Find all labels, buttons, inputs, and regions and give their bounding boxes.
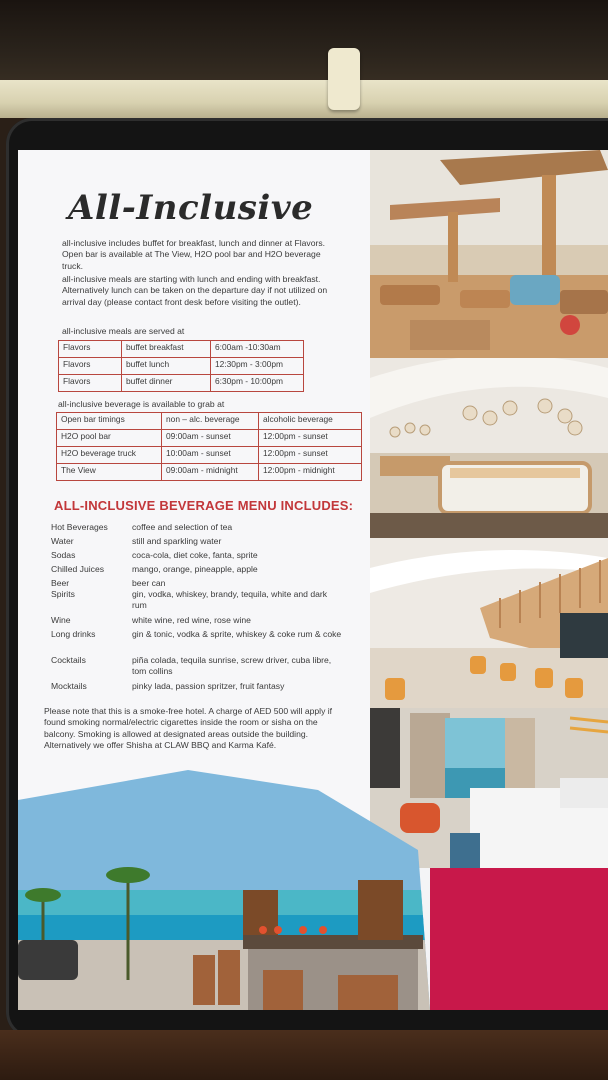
bar-header-venue: Open bar timings — [57, 413, 162, 430]
list-item — [51, 536, 351, 548]
page-title: All-Inclusive — [68, 188, 314, 228]
menu-items: beer can — [132, 578, 166, 588]
brand-color-block — [430, 868, 608, 1010]
bar-venue: H2O beverage truck — [57, 447, 162, 464]
meal-venue: Flavors — [59, 358, 122, 375]
table-row — [59, 341, 304, 358]
bar-alc: 12:00pm - midnight — [259, 464, 362, 481]
restaurant-photo — [370, 150, 608, 358]
meal-venue: Flavors — [59, 375, 122, 392]
menu-card — [18, 150, 370, 820]
menu-category: Long drinks — [51, 629, 96, 639]
menu-category: Beer — [51, 578, 70, 588]
list-item — [51, 550, 351, 562]
intro-paragraph-1: all-inclusive includes buffet for breakfast, lunch and dinner at Flavors. Open bar is available at The View, H2O pool bar and H2O beverage truck. — [62, 238, 326, 271]
bar-nonalc: 09:00am - midnight — [162, 464, 259, 481]
meal-name: buffet lunch — [122, 358, 211, 375]
table-row — [57, 447, 362, 464]
menu-category: Spirits — [51, 589, 75, 599]
menu-category: Mocktails — [51, 681, 87, 691]
bar-nonalc: 09:00am - sunset — [162, 430, 259, 447]
table-row — [57, 413, 362, 430]
menu-items: gin, vodka, whiskey, brandy, tequila, white and dark rum — [132, 589, 328, 610]
meal-name: buffet breakfast — [122, 341, 211, 358]
list-item — [51, 655, 351, 679]
table-row — [57, 464, 362, 481]
stand-shelf — [0, 80, 608, 118]
menu-category: Wine — [51, 615, 71, 625]
bar-nonalc: 10:00am - sunset — [162, 447, 259, 464]
bar-venue: The View — [57, 464, 162, 481]
menu-category: Cocktails — [51, 655, 86, 665]
table-row — [59, 375, 304, 392]
menu-items: pinky lada, passion spritzer, fruit fantasy — [132, 681, 285, 691]
list-item — [51, 629, 351, 653]
menu-items: still and sparkling water — [132, 536, 222, 546]
menu-items: coffee and selection of tea — [132, 522, 233, 532]
photo-column — [370, 150, 608, 870]
stand-clip — [328, 48, 360, 110]
bar-timings-table — [56, 412, 362, 481]
tablet-screen — [18, 150, 608, 1010]
meals-label: all-inclusive meals are served at — [62, 326, 185, 336]
menu-category: Chilled Juices — [51, 564, 105, 574]
menu-items: white wine, red wine, rose wine — [132, 615, 251, 625]
menu-items: piña colada, tequila sunrise, screw driver, cuba libre, tom collins — [132, 655, 332, 676]
smoke-free-notice: Please note that this is a smoke-free hotel. A charge of AED 500 will apply if found smoking normal/electric cigarettes inside the room or sisha on the balcony. Smoking is allowed at designated areas outside the building. Alternatively we offer Shisha at CLAW BBQ and Karma Kafé. — [44, 706, 333, 751]
menu-category: Sodas — [51, 550, 76, 560]
table-row — [59, 358, 304, 375]
bar-header-nonalc: non – alc. beverage — [162, 413, 259, 430]
list-item — [51, 681, 351, 693]
bar-venue: H2O pool bar — [57, 430, 162, 447]
intro-paragraph-2: all-inclusive meals are starting with lunch and ending with breakfast. Alternatively lunch can be taken on the departure day if not utilized on arrival day (please contact front desk before visiting the outlet). — [62, 274, 328, 307]
list-item — [51, 522, 351, 534]
bar-alc: 12:00pm - sunset — [259, 430, 362, 447]
menu-category: Water — [51, 536, 74, 546]
table-row — [57, 430, 362, 447]
dining-photo — [370, 538, 608, 708]
background-wall — [0, 0, 608, 90]
table-edge — [0, 1030, 608, 1080]
list-item — [51, 589, 351, 613]
meal-name: buffet dinner — [122, 375, 211, 392]
meal-time: 6:30pm - 10:00pm — [211, 375, 304, 392]
menu-items: mango, orange, pineapple, apple — [132, 564, 258, 574]
beverage-menu-heading: ALL-INCLUSIVE BEVERAGE MENU INCLUDES: — [54, 498, 354, 513]
meals-table — [58, 340, 304, 392]
beverage-label: all-inclusive beverage is available to grab at — [58, 399, 225, 409]
menu-items: coca-cola, diet coke, fanta, sprite — [132, 550, 258, 560]
menu-category: Hot Beverages — [51, 522, 108, 532]
bar-header-alc: alcoholic beverage — [259, 413, 362, 430]
menu-items: gin & tonic, vodka & sprite, whiskey & coke rum & coke — [132, 629, 342, 639]
list-item — [51, 615, 351, 627]
list-item — [51, 564, 351, 576]
bar-alc: 12:00pm - sunset — [259, 447, 362, 464]
meal-time: 6:00am -10:30am — [211, 341, 304, 358]
meal-time: 12:30pm - 3:00pm — [211, 358, 304, 375]
meal-venue: Flavors — [59, 341, 122, 358]
buffet-photo — [370, 358, 608, 538]
beach-bar-photo — [18, 770, 430, 1010]
